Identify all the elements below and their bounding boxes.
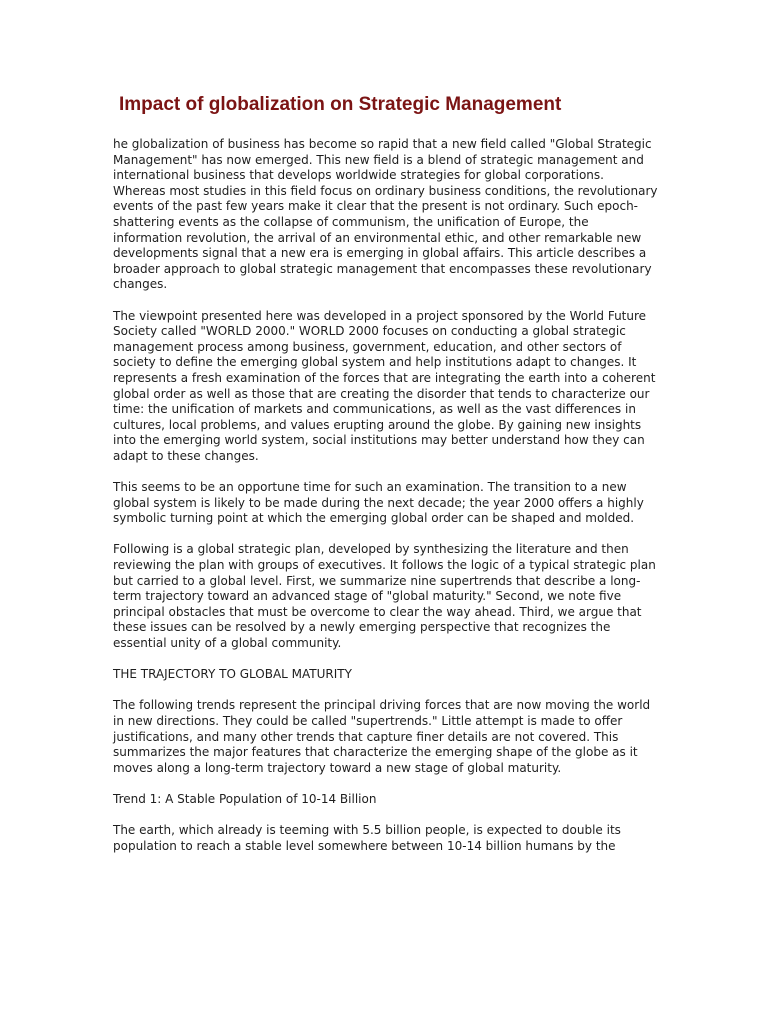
paragraph-strategic-plan: Following is a global strategic plan, developed by synthesizing the literature and then reviewing the plan with groups of executives. It follows the logic of a typical strategic plan but carried to a global level. First, we summarize nine supertrends that describe a long-term trajectory toward an advanced stage of "global maturity." Second, we note five principal obstacles that must be overcome to clear the way ahead. Third, we argue that these issues can be resolved by a newly emerging perspective that recognizes the essential unity of a global community. (113, 542, 656, 650)
paragraph-population: The earth, which already is teeming with 5.5 billion people, is expected to double its population to reach a stable level somewhere between 10-14 billion humans by the (113, 823, 621, 853)
paragraph-viewpoint: The viewpoint presented here was developed in a project sponsored by the World Future Society called "WORLD 2000." WORLD 2000 focuses on conducting a global strategic management process among business, government, education, and other sectors of society to define the emerging global system and help institutions adapt to changes. It represents a fresh examination of the forces that are integrating the earth into a coherent global order as well as those that are creating the disorder that tends to characterize our time: the unification of markets and communications, as well as the vast differences in cultures, local problems, and values erupting around the globe. By gaining new insights into the emerging world system, social institutions may better understand how they can adapt to these changes. (113, 308, 656, 463)
paragraph-supertrends: The following trends represent the principal driving forces that are now moving the world in new directions. They could be called "supertrends." Little attempt is made to offer justifications, and many other trends that capture finer details are not covered. This summarizes the major features that characterize the emerging shape of the globe as it moves along a long-term trajectory toward a new stage of global maturity. (113, 698, 651, 775)
document-title: Impact of globalization on Strategic Management (119, 94, 562, 115)
paragraph-opportune-time: This seems to be an opportune time for such an examination. The transition to a new global system is likely to be made during the next decade; the year 2000 offers a highly symbolic turning point at which the emerging global order can be shaped and molded. (113, 480, 644, 526)
document-body (113, 137, 658, 870)
trend-heading: Trend 1: A Stable Population of 10-14 Billion (113, 791, 377, 806)
paragraph-intro: he globalization of business has become so rapid that a new field called "Global Strategic Management" has now emerged. This new field is a blend of strategic management and international business that develops worldwide strategies for global corporations. Whereas most studies in this field focus on ordinary business conditions, the revolutionary events of the past few years make it clear that the present is not ordinary. Such epoch-shattering events as the collapse of communism, the unification of Europe, the information revolution, the arrival of an environmental ethic, and other remarkable new developments signal that a new era is emerging in global affairs. This article describes a broader approach to global strategic management that encompasses these revolutionary changes. (113, 137, 658, 292)
section-heading: THE TRAJECTORY TO GLOBAL MATURITY (113, 667, 352, 682)
